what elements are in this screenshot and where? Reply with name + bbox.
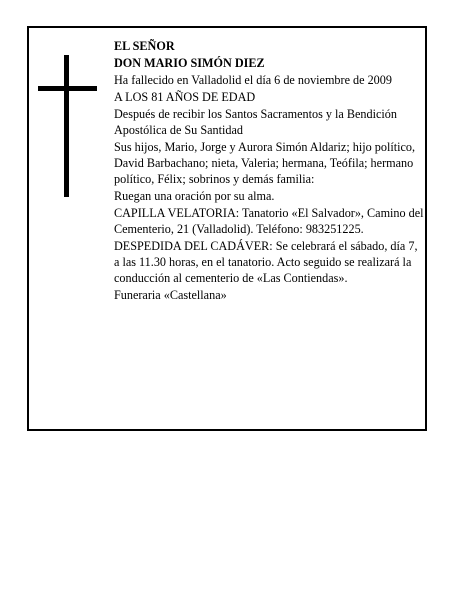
deceased-name: DON MARIO SIMÓN DIEZ — [114, 56, 265, 70]
cross-vertical-bar — [64, 55, 69, 197]
cross-horizontal-bar — [38, 86, 97, 91]
prayer-line: Ruegan una oración por su alma. — [114, 189, 275, 203]
obituary-text — [114, 38, 424, 304]
death-announcement: Ha fallecido en Valladolid el día 6 de noviembre de 2009 — [114, 73, 392, 87]
age-line: A LOS 81 AÑOS DE EDAD — [114, 90, 256, 104]
honorific-title: EL SEÑOR — [114, 39, 175, 53]
sacraments-line: Después de recibir los Santos Sacramentos y la Bendición Apostólica de Su Santidad — [114, 107, 397, 137]
family-line: Sus hijos, Mario, Jorge y Aurora Simón Aldariz; hijo político, David Barbachano; nieta, Valeria; hermana, Teófila; hermano político, Félix; sobrinos y demás familia: — [114, 140, 416, 186]
chapel-line: CAPILLA VELATORIA: Tanatorio «El Salvador», Camino del Cementerio, 21 (Valladolid). Teléfono: 983251225. — [114, 206, 424, 236]
funeral-home-line: Funeraria «Castellana» — [114, 288, 227, 302]
farewell-line: DESPEDIDA DEL CADÁVER: Se celebrará el sábado, día 7, a las 11.30 horas, en el tanatorio. Acto seguido se realizará la conducción al cementerio de «Las Contiendas». — [114, 239, 418, 285]
